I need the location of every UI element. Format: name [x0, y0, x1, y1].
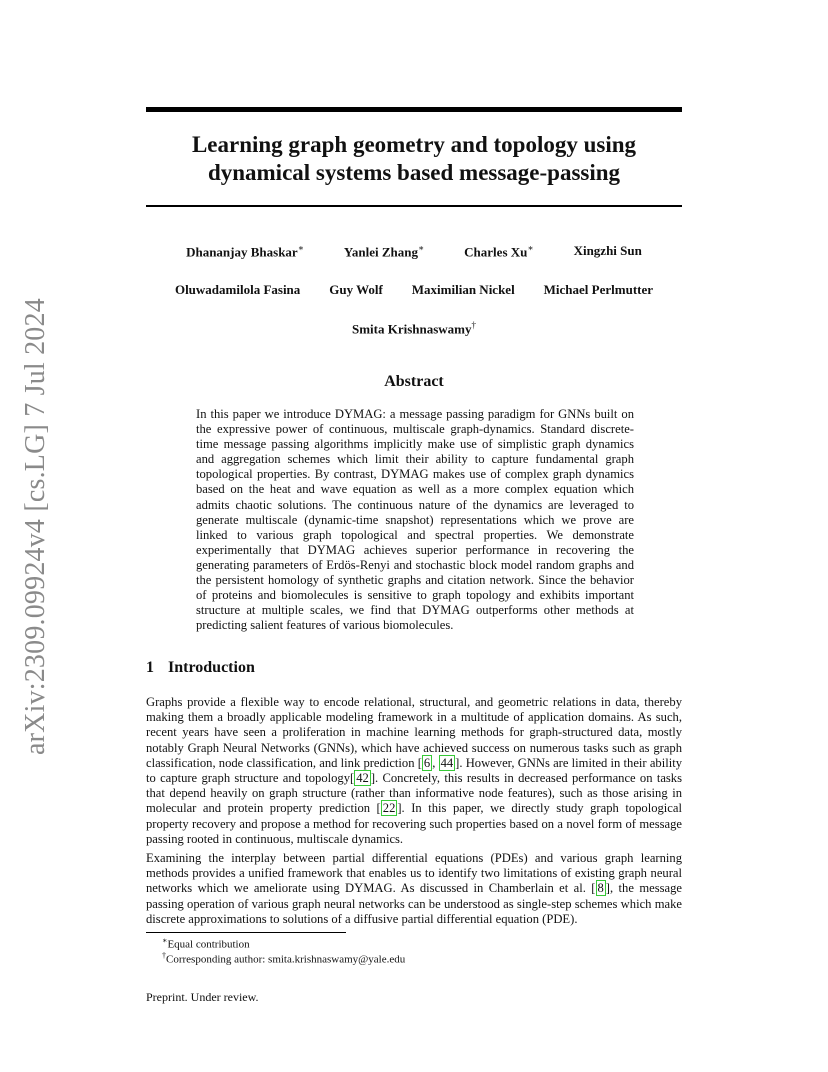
- author: Dhananjay Bhaskar∗: [186, 243, 304, 260]
- author-row-3: [146, 320, 682, 337]
- author: Smita Krishnaswamy†: [351, 320, 477, 337]
- author-row-2: [146, 282, 682, 298]
- title-line-2: dynamical systems based message-passing: [207, 160, 621, 185]
- citation-link[interactable]: 8: [597, 881, 604, 896]
- citation-link[interactable]: 22: [382, 801, 396, 816]
- footnote-1: ∗Equal contribution: [162, 936, 250, 951]
- preprint-note: Preprint. Under review.: [146, 990, 259, 1004]
- footnote-rule: [146, 932, 346, 933]
- author: Yanlei Zhang∗: [343, 243, 425, 260]
- footnote-2: †Corresponding author: smita.krishnaswamy@yale.edu: [162, 951, 406, 966]
- paper-title: [146, 131, 682, 187]
- section-title: Introduction: [168, 659, 255, 676]
- citation-link[interactable]: 6: [423, 755, 431, 770]
- intro-paragraph-2: Examining the interplay between partial differential equations (PDEs) and various graph learning methods provides a unified framework that enables us to identify two limitations of existing graph neural networks which we ameliorate using DYMAG. As discussed in Chamberlain et al. [ 8 ], the message passing operation of various graph neural networks can be understood as single-step schemes which make discrete approximations to solutions of a diffusive partial differential equation (PDE).: [146, 851, 682, 926]
- title-line-1: Learning graph geometry and topology using: [191, 132, 637, 157]
- abstract-heading: Abstract: [384, 373, 444, 390]
- author: Michael Perlmutter: [543, 282, 654, 297]
- author: Oluwadamilola Fasina: [174, 282, 301, 297]
- author: Guy Wolf: [329, 282, 383, 297]
- citation-link[interactable]: 44: [440, 755, 454, 770]
- title-bottom-rule: [146, 205, 682, 207]
- author-row-1: [146, 243, 682, 260]
- section-number: 1: [146, 659, 154, 676]
- section-heading: [146, 659, 255, 677]
- author: Maximilian Nickel: [411, 282, 515, 297]
- arxiv-identifier: arXiv:2309.09924v4 [cs.LG] 7 Jul 2024: [20, 298, 51, 755]
- author: Xingzhi Sun: [573, 243, 642, 258]
- author: Charles Xu∗: [464, 243, 534, 260]
- abstract-text: In this paper we introduce DYMAG: a message passing paradigm for GNNs built on the expressive power of continuous, multiscale graph-dynamics. Standard discrete-time message passing algorithms implicitly make use of simplistic graph dynamics and aggregation schemes which limit their ability to capture fundamental graph topological properties. By contrast, DYMAG makes use of complex graph dynamics based on the heat and wave equation as well as a more complex equation which admits chaotic solutions. The continuous nature of the dynamics are leveraged to generate multiscale (dynamic-time snapshot) representations which we prove are linked to various graph topological and spectral properties. We demonstrate experimentally that DYMAG achieves superior performance in recovering the generating parameters of Erdös-Renyi and stochastic block model random graphs and the persistent homology of synthetic graphs and citation network. Since the behavior of proteins and biomolecules is sensitive to graph topology and exhibits important structure at multiple scales, we find that DYMAG outperforms other methods at predicting salient features of various biomolecules.: [196, 407, 634, 633]
- intro-paragraph-1: Graphs provide a flexible way to encode relational, structural, and geometric relations in data, thereby making them a broadly applicable modeling framework in a multitude of application domains. As such, recent years have seen a proliferation in machine learning methods for graph-structured data, mostly notably Graph Neural Networks (GNNs), which have achieved success on numerous tasks such as graph classification, node classification, and link prediction [ 6 , 44 ]. However, GNNs are limited in their ability to capture graph structure and topology[ 42 ]. Concretely, this results in decreased performance on tasks that depend heavily on graph structure (rather than informative node features), such as those arising in molecular and protein property prediction [ 22 ]. In this paper, we directly study graph topological property recovery and propose a method for recovering such properties based on a novel form of message passing rooted in continuous, multiscale dynamics.: [146, 695, 683, 846]
- citation-link[interactable]: 42: [356, 771, 369, 786]
- title-top-rule: [146, 107, 682, 112]
